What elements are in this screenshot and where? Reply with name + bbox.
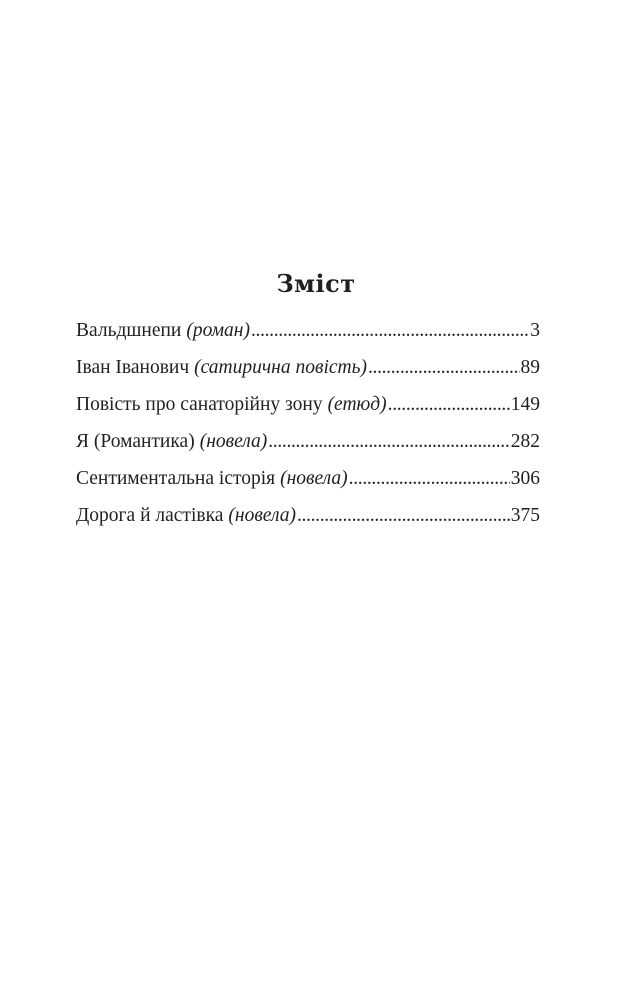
toc-entry-title: Я (Романтика) bbox=[76, 431, 195, 452]
toc-entry-title: Вальдшнепи bbox=[76, 320, 182, 341]
dot-leader bbox=[368, 355, 520, 381]
toc-entry-genre: (новела) bbox=[228, 505, 296, 526]
toc-entry-title: Дорога й ластівка bbox=[76, 505, 224, 526]
dot-leader bbox=[268, 429, 510, 455]
toc-entry-page-number: 3 bbox=[530, 320, 540, 341]
dot-leader bbox=[251, 318, 529, 344]
toc-entry-genre: (етюд) bbox=[327, 394, 387, 415]
toc-entry-title: Повість про санаторійну зону bbox=[76, 394, 323, 415]
dot-leader bbox=[297, 503, 510, 529]
toc-entry bbox=[76, 466, 540, 503]
table-of-contents bbox=[76, 318, 540, 540]
dot-leader bbox=[349, 466, 510, 492]
toc-entry-title: Іван Іванович bbox=[76, 357, 190, 378]
toc-entry bbox=[76, 355, 540, 392]
toc-entry bbox=[76, 429, 540, 466]
toc-entry-page-number: 282 bbox=[510, 431, 540, 452]
dot-leader bbox=[388, 392, 510, 418]
toc-entry bbox=[76, 318, 540, 355]
toc-entry-title: Сентиментальна історія bbox=[76, 468, 276, 489]
toc-entry-page-number: 149 bbox=[510, 394, 540, 415]
toc-entry-page-number: 306 bbox=[510, 468, 540, 489]
toc-entry-genre: (новела) bbox=[199, 431, 268, 452]
toc-entry bbox=[76, 392, 540, 429]
toc-entry-genre: (роман) bbox=[186, 320, 250, 341]
toc-entry bbox=[76, 503, 540, 540]
page-title: Зміст bbox=[276, 269, 356, 298]
toc-entry-genre: (сатирична повість) bbox=[194, 357, 367, 378]
toc-entry-page-number: 89 bbox=[520, 357, 540, 378]
toc-entry-genre: (новела) bbox=[280, 468, 348, 489]
toc-entry-page-number: 375 bbox=[510, 505, 540, 526]
